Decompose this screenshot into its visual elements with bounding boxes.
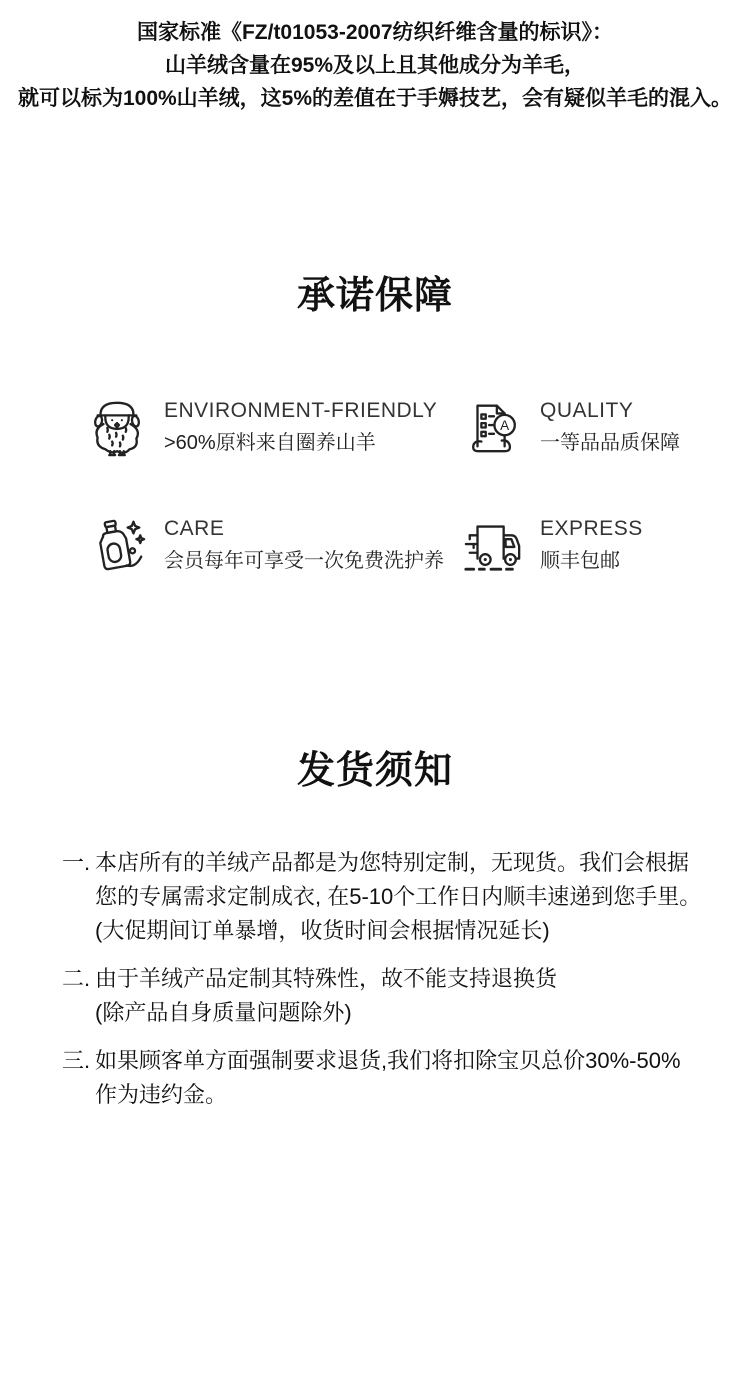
notice-text (95, 962, 750, 1030)
guarantee-item-title: QUALITY (540, 399, 634, 422)
standard-note-line-2: 山羊绒含量在95%及以上且其他成分为羊毛， (164, 54, 586, 77)
svg-text:A: A (500, 417, 510, 433)
guarantee-item-desc: 顺丰包邮 (540, 550, 620, 572)
notice-custom-made (62, 846, 750, 948)
guarantee-item-quality (462, 396, 750, 458)
shipping-notices (0, 846, 750, 1112)
notice-penalty (62, 1044, 750, 1112)
notice-line: 本店所有的羊绒产品都是为您特别定制，无现货。我们会根据 (95, 850, 690, 875)
sheep-icon (86, 396, 148, 458)
guarantee-item-title: CARE (164, 517, 225, 540)
notice-line: 作为违约金。 (95, 1082, 228, 1107)
notice-text (95, 846, 750, 948)
notice-marker: 二. (62, 966, 91, 991)
guarantee-grid (0, 396, 750, 576)
guarantee-item-title: EXPRESS (540, 517, 643, 540)
guarantee-item-environment (86, 396, 462, 458)
guarantee-item-desc: 会员每年可享受一次免费洗护养 (164, 550, 444, 572)
certificate-icon (462, 396, 524, 458)
notice-line: 您的专属需求定制成衣, 在5-10个工作日内顺丰速递到您手里。 (95, 884, 702, 909)
notice-marker: 三. (62, 1048, 91, 1073)
truck-icon (462, 514, 524, 576)
standard-note-line-3: 就可以标为100%山羊绒，这5%的差值在于手媷技艺，会有疑似羊毛的混入。 (17, 87, 733, 110)
guarantee-item-text (540, 396, 680, 457)
guarantee-item-care (86, 514, 462, 576)
notice-line: (大促期间订单暴增，收货时间会根据情况延长) (95, 918, 550, 943)
guarantee-item-title: ENVIRONMENT-FRIENDLY (164, 399, 438, 422)
standard-note-line-1: 国家标准《FZ/t01053-2007纺织纤维含量的标识》： (136, 21, 614, 44)
notice-line: 如果顾客单方面强制要求退货,我们将扣除宝贝总价30%-50% (95, 1048, 681, 1073)
guarantee-item-text (164, 396, 437, 457)
guarantee-item-desc: 一等品品质保障 (540, 432, 680, 454)
notice-text (95, 1044, 750, 1112)
guarantee-item-desc: >60%原料来自圈养山羊 (164, 432, 376, 454)
shipping-section-title: 发货须知 (296, 750, 453, 792)
standard-note (0, 0, 750, 115)
notice-marker: 一. (62, 850, 91, 875)
detergent-icon (86, 514, 148, 576)
notice-line: (除产品自身质量问题除外) (95, 1000, 352, 1025)
guarantee-item-express (462, 514, 750, 576)
guarantee-item-text (540, 514, 643, 575)
notice-no-return (62, 962, 750, 1030)
notice-line: 由于羊绒产品定制其特殊性，故不能支持退换货 (95, 966, 558, 991)
guarantee-item-text (164, 514, 444, 575)
guarantee-section-title: 承诺保障 (296, 275, 453, 317)
